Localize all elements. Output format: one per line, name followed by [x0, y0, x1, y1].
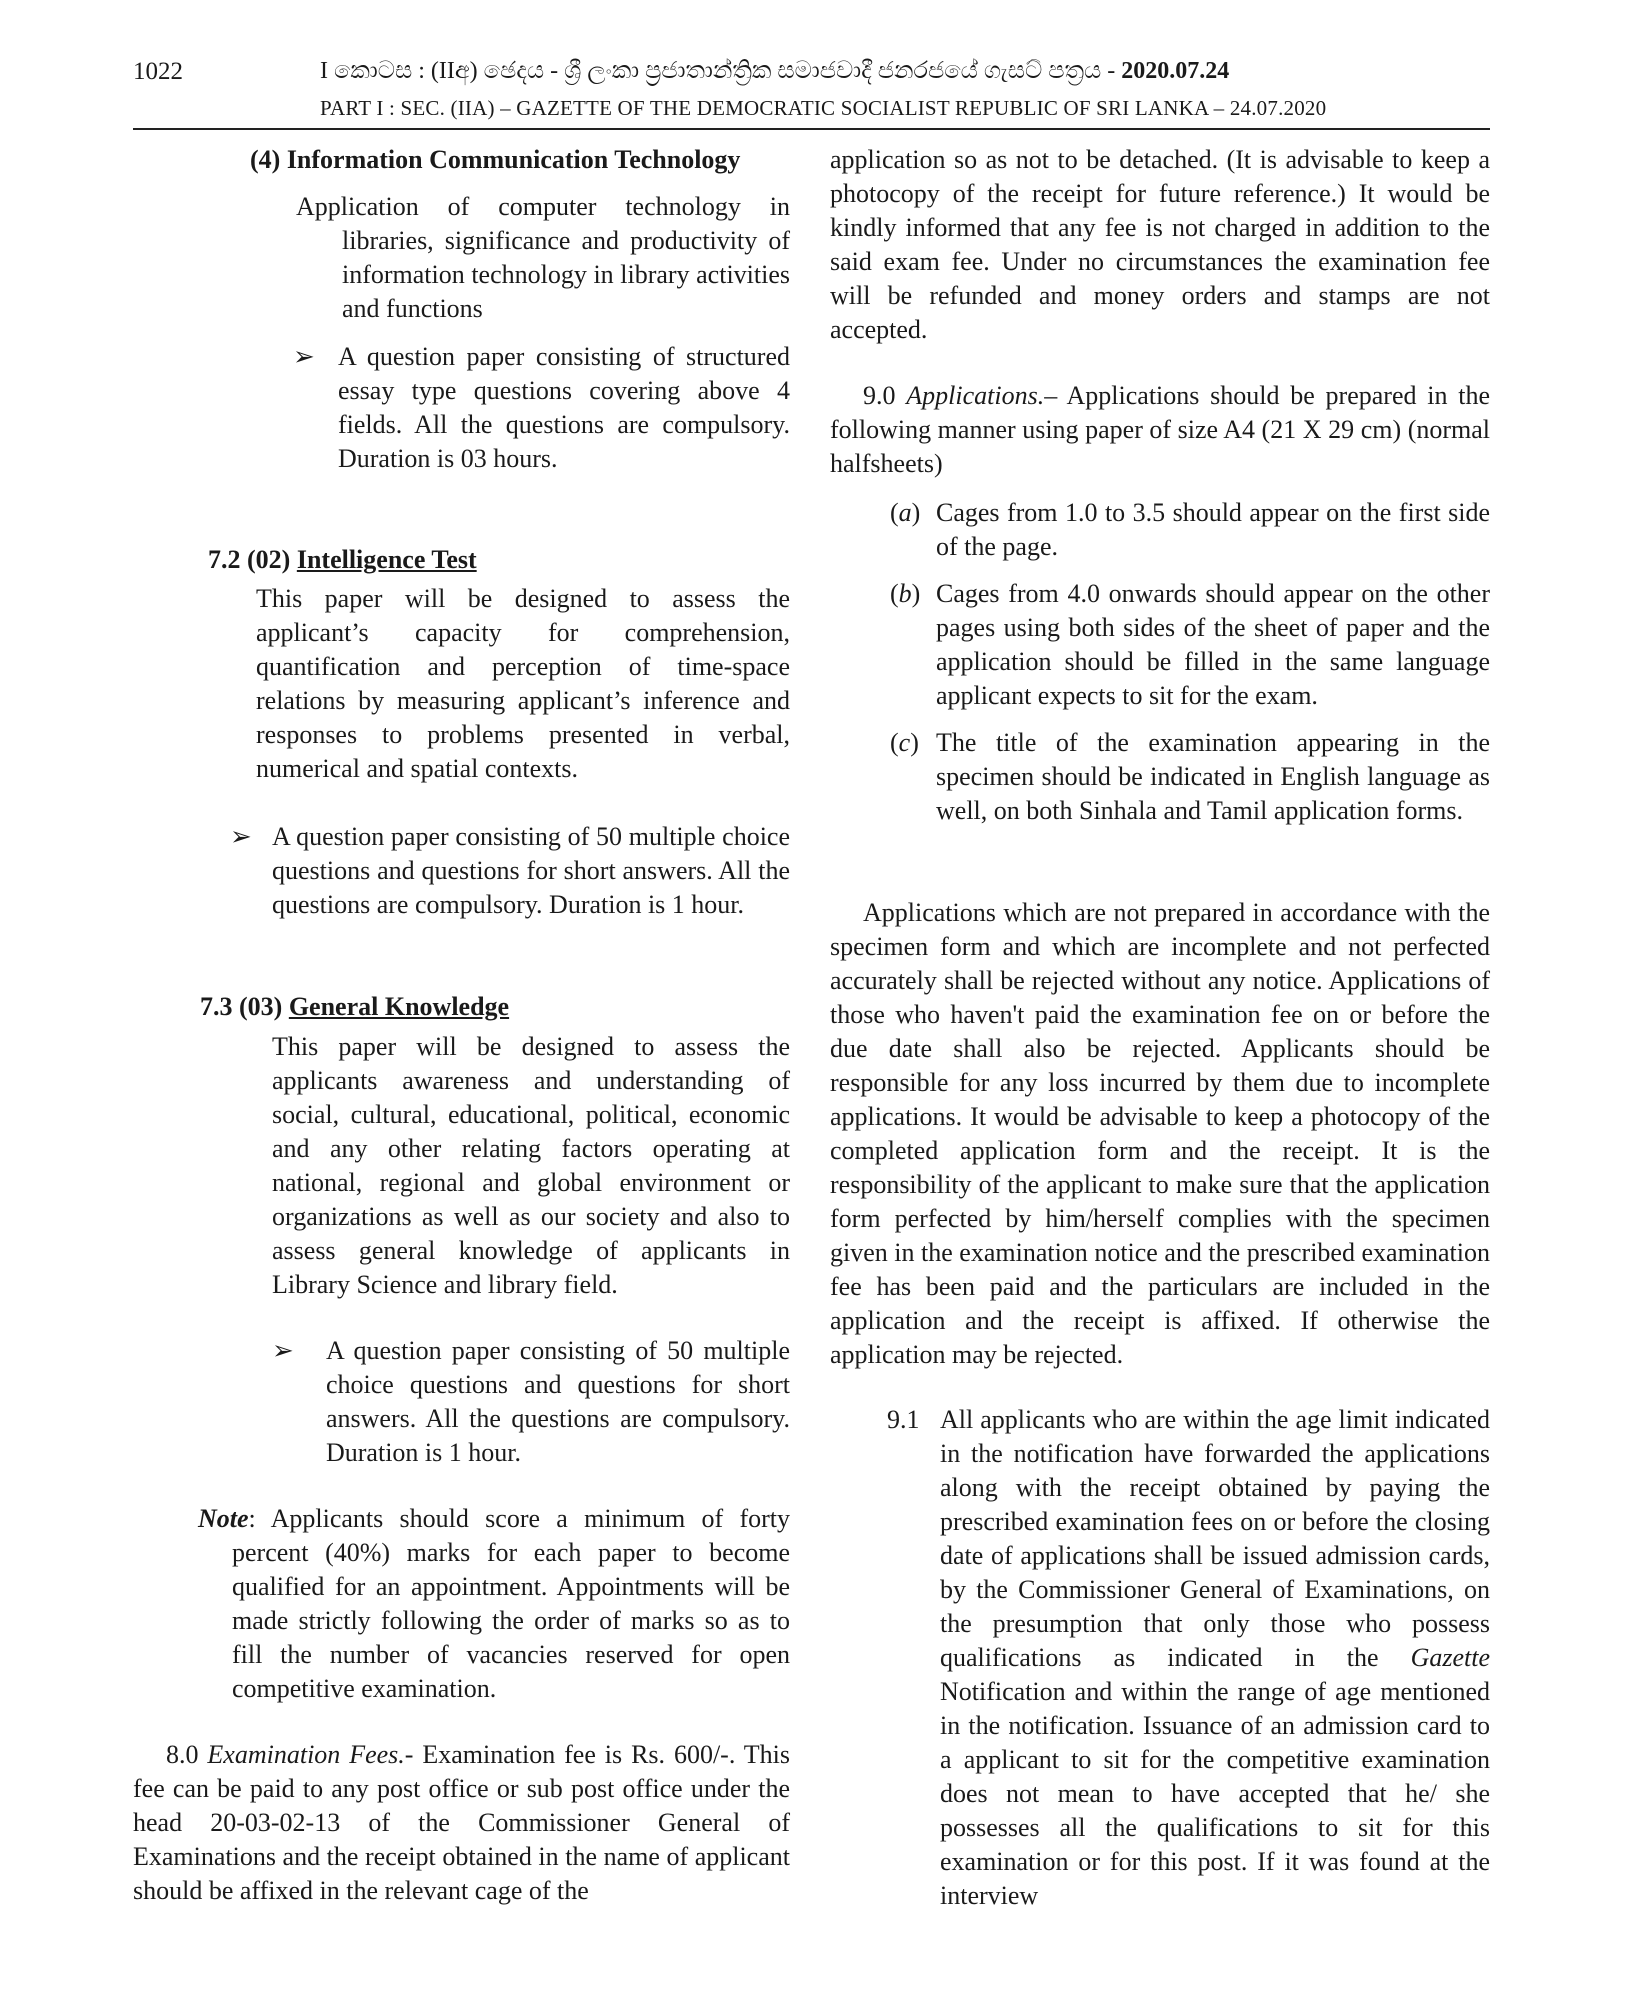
ict-text-wrap	[296, 190, 790, 326]
item-c-text: The title of the examination appearing in the specimen should be indicated in English language as well, on both Sinhala and Tamil application forms.	[936, 728, 1490, 825]
section-9-0	[830, 379, 1490, 481]
section-8-0-num: 8.0	[166, 1740, 208, 1769]
section-8-0-title: Examination Fees.	[207, 1740, 405, 1769]
ict-heading: (4) Information Communication Technology	[250, 145, 741, 174]
header-rule	[133, 128, 1490, 130]
section-9-0-num: 9.0	[863, 381, 907, 410]
item-b-text: Cages from 4.0 onwards should appear on the other pages using both sides of the sheet of paper and the application should be filled in the same language applicant expects to sit for the exam.	[936, 579, 1490, 710]
section-9-1-num: 9.1	[887, 1405, 920, 1434]
section-7-2-heading	[208, 543, 477, 577]
ict-bullet: A question paper consisting of structured essay type questions covering above 4 fields. All the questions are compulsory. Duration is 03 hours.	[338, 342, 790, 473]
rejection-paragraph: Applications which are not prepared in accordance with the specimen form and which are incomplete and not perfected accurately shall be rejected without any notice. Applications of those who haven't paid the examination fee on or before the due date shall also be rejected. Applicants should be responsible for any loss incurred by them due to incomplete applications. It would be advisable to keep a photocopy of the completed application form and the receipt. It is the responsibility of the applicant to make sure that the application form perfected by him/herself complies with the specimen given in the examination notice and the prescribed examination fee has been paid and the particulars are included in the application and the receipt is affixed. If otherwise the application may be rejected.	[830, 898, 1490, 1369]
section-7-2-title: Intelligence Test	[296, 545, 477, 574]
section-8-0	[133, 1738, 790, 1908]
note-para	[198, 1502, 790, 1706]
section-9-0-text: – Applications should be prepared in the following manner using paper of size A4 (21 X 29 cm) (normal halfsheets)	[830, 381, 1490, 478]
gazette-word: Gazette	[1410, 1643, 1490, 1672]
arrow-bullet-icon: ➢	[272, 1336, 294, 1365]
english-header: PART I : SEC. (IIA) – GAZETTE OF THE DEMOCRATIC SOCIALIST REPUBLIC OF SRI LANKA – 24.07.2020	[320, 96, 1327, 120]
fee-continuation: application so as not to be detached. (It is advisable to keep a photocopy of the receipt for future reference.) It would be kindly informed that any fee is not charged in addition to the said exam fee. Under no circumstances the examination fee will be refunded and money orders and stamps are not accepted.	[830, 145, 1490, 344]
item-a-label: (a)	[890, 498, 921, 527]
item-b-label: (b)	[890, 579, 921, 608]
section-7-2-prefix: 7.2 (02)	[208, 545, 297, 574]
note-block	[198, 1502, 790, 1706]
sinhala-header	[320, 58, 1450, 85]
section-7-3-bullet: A question paper consisting of 50 multiple choice questions and questions for short answers. All the questions are compulsory. Duration is 1 hour.	[326, 1336, 790, 1467]
section-8-0-text: - Examination fee is Rs. 600/-. This fee can be paid to any post office or sub post office under the head 20-03-02-13 of the Commissioner General of Examinations and the receipt obtained in the name of applicant should be affixed in the relevant cage of the	[133, 1740, 790, 1905]
arrow-bullet-icon: ➢	[230, 822, 252, 851]
section-7-3-prefix: 7.3 (03)	[200, 992, 289, 1021]
section-7-3-heading	[200, 990, 509, 1024]
section-9-0-title: Applications.	[906, 381, 1045, 410]
section-9-1-text: All applicants who are within the age limit indicated in the notification have forwarded the applications along with the receipt obtained by paying the prescribed examination fees on or before the closing date of applications shall be issued admission cards, by the Commissioner General of Examinations, on the presumption that only those who possess qualifications as indicated in the Gazette Notification and within the range of age mentioned in the notification. Issuance of an admission card to a applicant to sit for the competitive examination does not mean to have accepted that he/ she possesses all the qualifications to sit for this examination or for this post. If it was found at the interview	[940, 1405, 1490, 1910]
section-7-2-text: This paper will be designed to assess the applicant’s capacity for comprehension, quantification and perception of time-space relations by measuring applicant’s inference and responses to problems presented in verbal, numerical and spatial contexts.	[256, 584, 790, 783]
note-label: Note	[198, 1504, 249, 1533]
note-text: : Applicants should score a minimum of forty percent (40%) marks for each paper to become qualified for an appointment. Appointments will be made strictly following the order of marks so as to fill the number of vacancies reserved for open competitive examination.	[232, 1504, 790, 1703]
sinhala-date: 2020.07.24	[1121, 58, 1230, 84]
sinhala-title: I කොටස : (IIඅ) ඡෙදය - ශ්‍රී ලංකා ප්‍රජාතාන්ත්‍රික සමාජවාදී ජනරජයේ ගැසට් පත්‍රය -	[320, 58, 1122, 84]
page-number: 1022	[133, 58, 183, 85]
section-7-3-title: General Knowledge	[288, 992, 510, 1021]
item-c-label: (c)	[890, 728, 919, 757]
arrow-bullet-icon: ➢	[293, 342, 315, 371]
section-7-2-bullet: A question paper consisting of 50 multiple choice questions and questions for short answers. All the questions are compulsory. Duration is 1 hour.	[272, 822, 790, 919]
item-a-text: Cages from 1.0 to 3.5 should appear on the first side of the page.	[936, 498, 1490, 561]
section-7-3-text: This paper will be designed to assess the applicants awareness and understanding of social, cultural, educational, political, economic and any other relating factors operating at national, regional and global environment or organizations as well as our society and also to assess general knowledge of applicants in Library Science and library field.	[272, 1032, 790, 1299]
ict-text: Application of computer technology in libraries, significance and productivity of information technology in library activities and functions	[296, 192, 790, 323]
